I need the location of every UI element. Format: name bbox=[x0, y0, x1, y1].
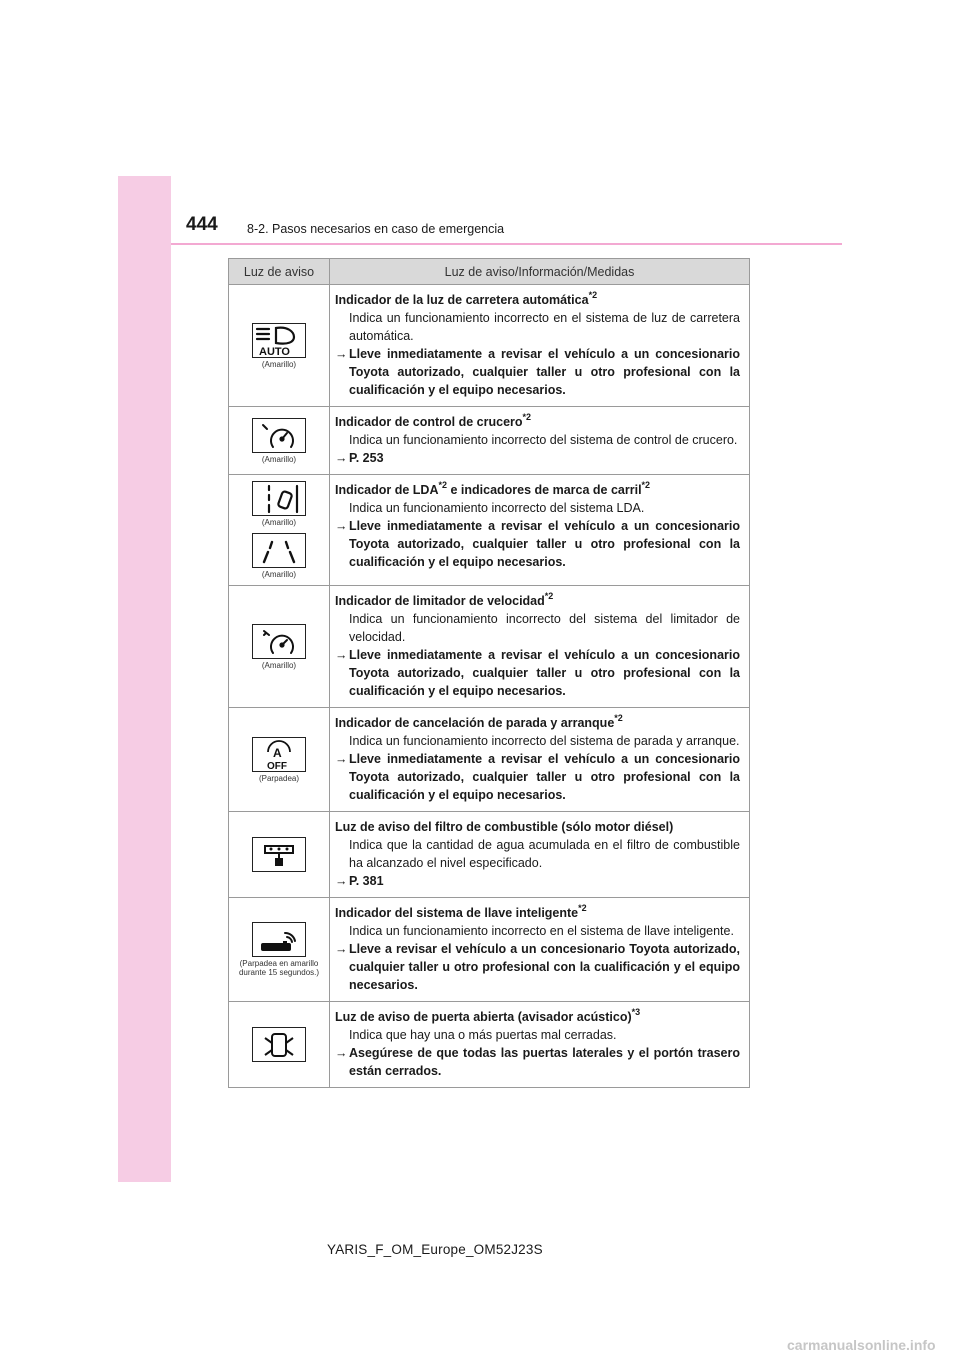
icon-cell bbox=[229, 898, 330, 1002]
text-cell bbox=[330, 708, 750, 812]
indicator-description: Indica un funcionamiento incorrecto en el sistema de luz de carretera automática. bbox=[349, 311, 740, 343]
table-row bbox=[229, 586, 750, 708]
indicator-action bbox=[335, 750, 740, 804]
fuel-filter-icon bbox=[252, 837, 306, 872]
footnote-mark: *2 bbox=[578, 903, 587, 913]
icon-group bbox=[229, 323, 329, 369]
watermark: carmanualsonline.info bbox=[787, 1337, 936, 1353]
icon-caption: (Parpadea en amarillo durante 15 segundos.) bbox=[238, 959, 320, 977]
column-header-warning-light: Luz de aviso bbox=[229, 259, 330, 285]
footnote-mark: *2 bbox=[614, 713, 623, 723]
indicator-title bbox=[335, 904, 740, 922]
indicator-description: Indica que la cantidad de agua acumulada en el filtro de combustible ha alcanzado el nivel especificado. bbox=[349, 838, 740, 870]
indicator-action-text: Asegúrese de que todas las puertas laterales y el portón trasero están cerrados. bbox=[349, 1046, 740, 1078]
icon-group bbox=[229, 624, 329, 670]
svg-text:A: A bbox=[273, 745, 282, 760]
indicator-title-continued: e indicadores de marca de carril bbox=[447, 483, 642, 497]
icon-cell bbox=[229, 475, 330, 586]
svg-text:OFF: OFF bbox=[267, 760, 287, 771]
arrow-icon: → bbox=[335, 874, 348, 888]
indicator-title-text: Indicador de LDA bbox=[335, 483, 439, 497]
indicator-action bbox=[335, 345, 740, 399]
text-cell bbox=[330, 407, 750, 475]
arrow-icon: → bbox=[335, 519, 348, 533]
footnote-mark: *2 bbox=[641, 480, 651, 490]
indicator-title-text: Indicador del sistema de llave inteligente bbox=[335, 906, 579, 920]
table-header-row bbox=[229, 259, 750, 285]
icon-cell bbox=[229, 586, 330, 708]
table-row bbox=[229, 1002, 750, 1088]
text-cell bbox=[330, 285, 750, 407]
indicator-description: Indica un funcionamiento incorrecto en el sistema de llave inteligente. bbox=[349, 924, 734, 938]
indicator-action bbox=[335, 872, 740, 890]
indicator-title-text: Indicador de cancelación de parada y arranque bbox=[335, 716, 615, 730]
lda-icon bbox=[252, 481, 306, 516]
indicator-title-text: Indicador de control de crucero bbox=[335, 415, 523, 429]
text-cell bbox=[330, 1002, 750, 1088]
text-cell bbox=[330, 898, 750, 1002]
indicator-action bbox=[335, 646, 740, 700]
table-row bbox=[229, 285, 750, 407]
indicator-title bbox=[335, 413, 740, 431]
header-rule bbox=[171, 243, 842, 245]
warning-lights-table bbox=[228, 258, 750, 1088]
icon-cell bbox=[229, 812, 330, 898]
indicator-action-text: Lleve inmediatamente a revisar el vehículo a un concesionario Toyota autorizado, cualquier taller u otro profesional con la cualificación y el equipo necesarios. bbox=[349, 347, 740, 397]
svg-text:AUTO: AUTO bbox=[259, 345, 290, 357]
icon-cell bbox=[229, 285, 330, 407]
table-row bbox=[229, 475, 750, 586]
stop-start-off-icon bbox=[252, 737, 306, 772]
arrow-icon: → bbox=[335, 451, 348, 465]
arrow-icon: → bbox=[335, 648, 348, 662]
icon-cell bbox=[229, 407, 330, 475]
indicator-description: Indica un funcionamiento incorrecto del sistema de control de crucero. bbox=[349, 433, 738, 447]
text-cell bbox=[330, 475, 750, 586]
auto-high-beam-icon bbox=[252, 323, 306, 358]
icon-caption: (Amarillo) bbox=[261, 570, 297, 579]
icon-caption: (Amarillo) bbox=[261, 660, 297, 670]
indicator-title bbox=[335, 481, 740, 499]
indicator-description: Indica que hay una o más puertas mal cerradas. bbox=[349, 1028, 617, 1042]
indicator-title bbox=[335, 714, 740, 732]
icon-group bbox=[229, 737, 329, 783]
indicator-title-text: Indicador de limitador de velocidad bbox=[335, 594, 545, 608]
footnote-mark: *2 bbox=[438, 480, 447, 490]
indicator-action bbox=[335, 449, 740, 467]
icon-caption: (Parpadea) bbox=[258, 773, 300, 783]
indicator-title bbox=[335, 1008, 740, 1026]
indicator-action-text: Lleve inmediatamente a revisar el vehículo a un concesionario Toyota autorizado, cualquier taller u otro profesional con la cualificación y el equipo necesarios. bbox=[349, 752, 740, 802]
footnote-mark: *3 bbox=[631, 1007, 641, 1017]
icon-group bbox=[229, 533, 329, 579]
footnote-mark: *2 bbox=[588, 290, 598, 300]
icon-group bbox=[229, 1027, 329, 1062]
arrow-icon: → bbox=[335, 942, 348, 956]
icon-group bbox=[229, 922, 329, 977]
indicator-description: Indica un funcionamiento incorrecto del sistema de parada y arranque. bbox=[349, 734, 740, 748]
table-row bbox=[229, 812, 750, 898]
footnote-mark: *2 bbox=[522, 412, 532, 422]
indicator-action bbox=[335, 940, 740, 994]
indicator-description: Indica un funcionamiento incorrecto del sistema del limitador de velocidad. bbox=[349, 612, 740, 644]
icon-cell bbox=[229, 1002, 330, 1088]
table-row bbox=[229, 407, 750, 475]
table-row bbox=[229, 898, 750, 1002]
arrow-icon: → bbox=[335, 1046, 348, 1060]
icon-group bbox=[229, 481, 329, 527]
door-open-icon bbox=[252, 1027, 306, 1062]
icon-group bbox=[229, 418, 329, 464]
indicator-description: Indica un funcionamiento incorrecto del sistema LDA. bbox=[349, 501, 645, 515]
indicator-title-text: Luz de aviso de puerta abierta (avisador acústico) bbox=[335, 1010, 632, 1024]
indicator-title bbox=[335, 818, 740, 836]
table-row bbox=[229, 708, 750, 812]
icon-cell bbox=[229, 708, 330, 812]
page-number: 444 bbox=[186, 214, 218, 235]
indicator-action-text: Lleve inmediatamente a revisar el vehículo a un concesionario Toyota autorizado, cualquier taller u otro profesional con la cualificación y el equipo necesarios. bbox=[349, 519, 740, 569]
side-tab-bar bbox=[118, 176, 171, 1182]
icon-caption: (Amarillo) bbox=[261, 359, 297, 369]
indicator-action-text: P. 253 bbox=[349, 451, 384, 465]
text-cell bbox=[330, 586, 750, 708]
section-title: 8-2. Pasos necesarios en caso de emergencia bbox=[247, 222, 505, 236]
speed-limiter-icon bbox=[252, 624, 306, 659]
indicator-action-text: Lleve a revisar el vehículo a un concesionario Toyota autorizado, cualquier taller u otro profesional con la cualificación y el equipo necesarios. bbox=[349, 942, 740, 992]
indicator-title bbox=[335, 291, 740, 309]
indicator-action-text: Lleve inmediatamente a revisar el vehículo a un concesionario Toyota autorizado, cualquier taller u otro profesional con la cualificación y el equipo necesarios. bbox=[349, 648, 740, 698]
cruise-control-icon bbox=[252, 418, 306, 453]
lane-marker-icon bbox=[252, 533, 306, 568]
indicator-title bbox=[335, 592, 740, 610]
arrow-icon: → bbox=[335, 752, 348, 766]
indicator-action bbox=[335, 517, 740, 571]
icon-caption: (Amarillo) bbox=[261, 518, 297, 527]
indicator-action-text: P. 381 bbox=[349, 874, 384, 888]
column-header-information: Luz de aviso/Información/Medidas bbox=[330, 259, 750, 285]
document-code: YARIS_F_OM_Europe_OM52J23S bbox=[327, 1242, 543, 1257]
indicator-title-text: Luz de aviso del filtro de combustible (sólo motor diésel) bbox=[335, 820, 674, 834]
footnote-mark: *2 bbox=[544, 591, 554, 601]
icon-caption: (Amarillo) bbox=[261, 454, 297, 464]
icon-group bbox=[229, 837, 329, 872]
smart-key-icon bbox=[252, 922, 306, 957]
text-cell bbox=[330, 812, 750, 898]
indicator-title-text: Indicador de la luz de carretera automática bbox=[335, 293, 589, 307]
indicator-action bbox=[335, 1044, 740, 1080]
arrow-icon: → bbox=[335, 347, 348, 361]
